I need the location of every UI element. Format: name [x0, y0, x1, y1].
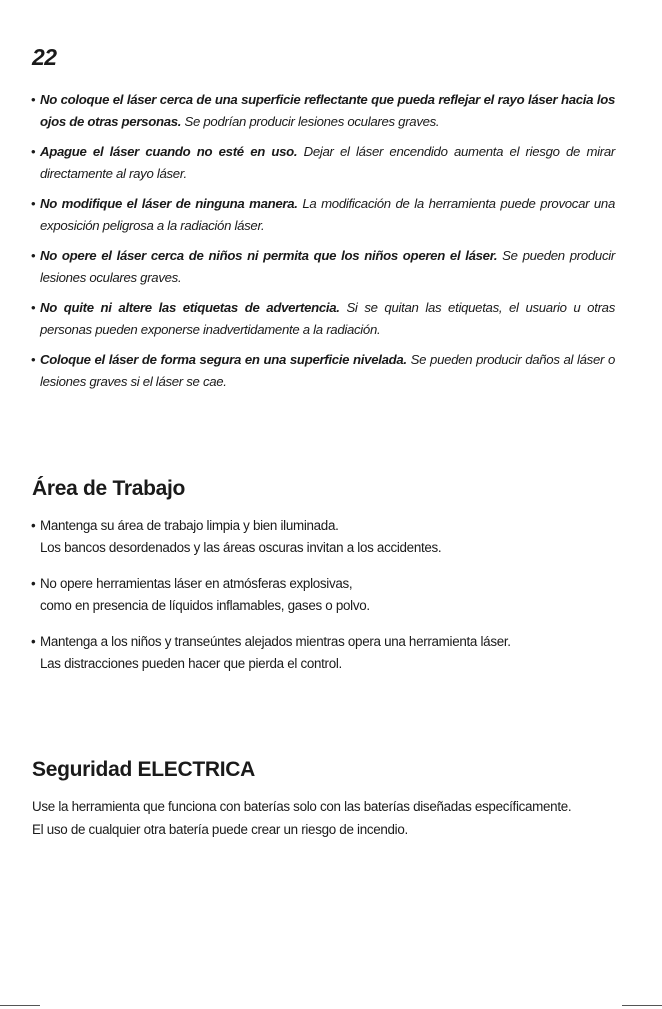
- warning-item: [31, 89, 615, 133]
- work-area-list: [31, 515, 615, 689]
- list-item-line: Los bancos desordenados y las áreas oscuras invitan a los accidentes.: [40, 540, 442, 555]
- electrical-safety-title: Seguridad ELECTRICA: [32, 758, 255, 781]
- list-item-line: Mantenga su área de trabajo limpia y bien iluminada.: [40, 518, 339, 533]
- list-item: [31, 515, 615, 559]
- laser-warnings-list: [31, 89, 615, 401]
- work-area-title: Área de Trabajo: [32, 477, 186, 500]
- warning-item: [31, 349, 615, 393]
- bullet-icon: •: [31, 196, 36, 211]
- warning-text: Si se quitan las etiquetas, el usuario u otras personas pueden exponerse inadvertidamente a la radiación.: [40, 300, 615, 337]
- warning-heading: No opere el láser cerca de niños ni permita que los niños operen el láser.: [40, 248, 498, 263]
- bullet-icon: •: [31, 634, 36, 649]
- paragraph-line: Use la herramienta que funciona con baterías solo con las baterías diseñadas específicamente.: [32, 799, 572, 814]
- list-item-line: como en presencia de líquidos inflamables, gases o polvo.: [40, 598, 370, 613]
- warning-text: Se podrían producir lesiones oculares graves.: [181, 114, 440, 129]
- page-number: 22: [32, 44, 57, 70]
- warning-heading: Coloque el láser de forma segura en una superficie nivelada.: [40, 352, 407, 367]
- list-item-line: No opere herramientas láser en atmósferas explosivas,: [40, 576, 353, 591]
- warning-item: [31, 193, 615, 237]
- bullet-icon: •: [31, 518, 36, 533]
- bullet-icon: •: [31, 300, 36, 315]
- list-item-line: Las distracciones pueden hacer que pierda el control.: [40, 656, 342, 671]
- bullet-icon: •: [31, 92, 36, 107]
- paragraph-line: El uso de cualquier otra batería puede crear un riesgo de incendio.: [32, 822, 408, 837]
- warning-item: [31, 141, 615, 185]
- warning-heading: Apague el láser cuando no esté en uso.: [40, 144, 298, 159]
- list-item: [31, 573, 615, 617]
- warning-item: [31, 245, 615, 289]
- warning-text: Dejar el láser encendido aumenta el riesgo de mirar directamente al rayo láser.: [40, 144, 615, 181]
- warning-heading: No modifique el láser de ninguna manera.: [40, 196, 298, 211]
- warning-text: Se pueden producir lesiones oculares graves.: [40, 248, 615, 285]
- bullet-icon: •: [31, 144, 36, 159]
- warning-heading: No quite ni altere las etiquetas de advertencia.: [40, 300, 340, 315]
- list-item: [31, 631, 615, 675]
- electrical-safety-paragraph: [32, 795, 622, 841]
- crop-mark-left: [0, 1005, 40, 1006]
- warning-heading: No coloque el láser cerca de una superficie reflectante que pueda reflejar el rayo láser hacia los ojos de otras personas.: [40, 92, 615, 129]
- bullet-icon: •: [31, 352, 36, 367]
- warning-item: [31, 297, 615, 341]
- bullet-icon: •: [31, 576, 36, 591]
- warning-text: Se pueden producir daños al láser o lesiones graves si el láser se cae.: [40, 352, 615, 389]
- bullet-icon: •: [31, 248, 36, 263]
- warning-text: La modificación de la herramienta puede provocar una exposición peligrosa a la radiación láser.: [40, 196, 615, 233]
- crop-mark-right: [622, 1005, 662, 1006]
- list-item-line: Mantenga a los niños y transeúntes alejados mientras opera una herramienta láser.: [40, 634, 511, 649]
